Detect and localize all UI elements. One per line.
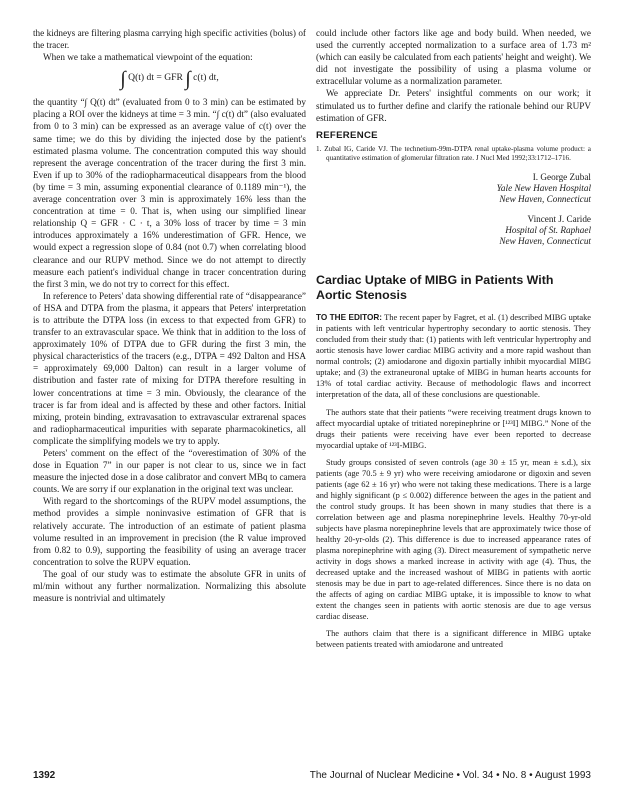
paragraph: In reference to Peters' data showing differential rate of “disappearance” of HSA and DTPA from the plasma, it appears that Peters' interpretation is to attribute the DTPA loss (in excess to that expected from GFR) to transfer to an extravascular space. We think that in addition to the loss of approximately 10% of DTPA due to GFR during the first 3 min, the physical characteristics of the tracers (e.g., DTPA = 492 Dalton and HSA = approximately 69,000 Dalton) can result in a larger volume of distribution and faster rate of mixing for DTPA therefore resulting in lower concentrations at time = 3 min. Obviously, the clearance of the tracer is far from ideal and is affected by these and other factors. Initial mixing, protein binding, extravasation to extravascular extrarenal spaces and radiopharmaceutical impurities with separate pharmacokinetics, all complicate the simplifying models we try to apply. (33, 290, 306, 446)
article-title: Cardiac Uptake of MIBG in Patients With Aortic Stenosis (316, 273, 554, 302)
paragraph: When we take a mathematical viewpoint of the equation: (43, 52, 253, 63)
paragraph-text: The recent paper by Fagret, et al. (1) described MIBG uptake in patients with left ventricular hypertrophy secondary to aortic stenosis. They concluded from their study that: (1) patients with left ventricular hypertrophy and aortic stenosis have lower cardiac MIBG activity and a more rapid washout than normal controls; (2) amiodarone and digoxin partially inhibit myocardial MIBG uptake; and (3) the extraneuronal uptake of MIBG in human hearts accounts for 13% of total cardiac activity. Because of methodologic flaws and incorrect interpretation of the data, all of these conclusions are questionable. (316, 313, 592, 400)
journal-citation: The Journal of Nuclear Medicine • Vol. 34 • No. 8 • August 1993 (309, 770, 591, 781)
author-affiliation: Yale New Haven Hospital (496, 183, 591, 194)
author-location: New Haven, Connecticut (499, 236, 591, 247)
equation-left: Q(t) dt = GFR (128, 72, 183, 84)
paragraph: the quantity “∫ Q(t) dt” (evaluated from 0 to 3 min) can be estimated by placing a ROI over the kidneys at time = 3 min. “∫ c(t) dt” (also evaluated from 0 to 3 min) can be expressed as an average value of c(t) over the same time; we do this by dividing the injected dose by the patient's estimated plasma volume. The concentration computed this way should represent the average concentration of the tracer during the first 3 min. Even if up to 30% of the radiopharmaceutical disappears from the blood (by time = 3 min, assuming exponential clearance of 0.1189 min⁻¹), the average concentration over 3 min is approximately 16% less than the concentration at time = 0. That is, when using our simplified linear relationship Q = GFR · C · t, a 30% loss of tracer by time = 3 min introduces approximately a 16% underestimation of GFR. Hence, we would expect a regression slope of 0.84 (not 0.7) when correlating blood clearance and our RUPV method. Since we do not attempt to directly measure each patient's individual change in tracer concentration during the first 3 min, we do not try to correct for this effect. (33, 97, 306, 289)
paragraph: Peters' comment on the effect of the “overestimation of 30% of the dose in Equation 7” in our paper is not clear to us, since we in fact measure the injected dose in a dose calibrator and convert MBq to camera counts. We are sorry if our explanation in the original text was unclear. (33, 448, 306, 495)
right-column (316, 27, 591, 651)
equation-right: c(t) dt, (193, 72, 219, 84)
signature-block (316, 172, 591, 205)
author-name: Vincent J. Caride (527, 214, 591, 225)
paragraph (316, 312, 591, 400)
page-number: 1392 (33, 770, 56, 781)
left-column (33, 27, 306, 604)
paragraph: The authors state that their patients “were receiving treatment drugs known to affect myocardial uptake of tritiated norepinephrine or [¹²³I] MIBG.” None of the drugs their patients were receiving have ever been reported to decrease myocardial uptake of ¹²³I-MIBG. (316, 407, 591, 450)
author-affiliation: Hospital of St. Raphael (505, 225, 591, 236)
equation (33, 67, 306, 90)
reference-entry: 1. Zubal IG, Caride VJ. The technetium-99m-DTPA renal uptake-plasma volume product: a quantitative estimation of glomerular filtration rate. J Nucl Med 1992;33:1712–1716. (316, 144, 591, 162)
signature-block (316, 214, 591, 247)
paragraph: With regard to the shortcomings of the RUPV model assumptions, the method provides a simple noninvasive estimation of GFR that is relatively accurate. The introduction of an estimate of patient plasma volume resulted in an improvement in precision (the R value improved from 0.82 to 0.9), supporting the feasibility of using an average tracer concentration to solve the RUPV equation. (33, 496, 306, 567)
reference-heading: REFERENCE (316, 129, 378, 141)
paragraph: Study groups consisted of seven controls (age 30 ± 15 yr, mean ± s.d.), six patients (age 70.5 ± 9 yr) who were receiving amiodarone or digoxin and seven patients (age 62 ± 16 yr) who were not taking these medications. There is a large and highly significant (p ≤ 0.002) difference between the ages in the patient and the control study groups. It has been shown in many studies that there is a correlation between age and plasma norepinephrine levels. Healthy 70-yr-old subjects have plasma norepinephrine levels that are approximately twice those of healthy 20-yr-olds (2). This difference is due to increased appearance rates of plasma norepinephrine with aging (3). Direct measurement of sympathetic nerve activity in dogs shows a marked increase in activity with age (4). Thus, the decreased uptake and the increased washout of MIBG in patients with aortic stenosis may be due in part to age-related differences. Since there is no data on the affects of aging on cardiac MIBG uptake, it is impossible to know to what extent the changes seen in patients with aortic stenosis are due to age versus cardiac disease. (316, 457, 591, 622)
author-location: New Haven, Connecticut (499, 194, 591, 205)
paragraph: We appreciate Dr. Peters' insightful comments on our work; it stimulated us to further define and clarify the rationale behind our RUPV estimation of GFR. (316, 88, 591, 123)
integral-symbol: ∫ (185, 68, 191, 91)
author-name: I. George Zubal (532, 172, 591, 183)
integral-symbol: ∫ (120, 68, 126, 91)
paragraph: The goal of our study was to estimate the absolute GFR in units of ml/min without any further normalization. Normalizing this absolute measure is nontrivial and ultimately (33, 568, 306, 604)
salutation: TO THE EDITOR: (316, 313, 383, 323)
paragraph: could include other factors like age and body build. When needed, we used the currently accepted normalization to a surface area of 1.73 m² (which can easily be calculated from each patients' height and weight). We did not investigate the possibility of using a plasma volume or extracellular volume as a normalization parameter. (316, 28, 591, 87)
paragraph: The authors claim that there is a significant difference in MIBG uptake between patients treated with amiodarone and untreated (316, 629, 591, 650)
paragraph: the kidneys are filtering plasma carrying high specific activities (bolus) of the tracer. (33, 28, 306, 51)
letter-body (316, 312, 591, 650)
